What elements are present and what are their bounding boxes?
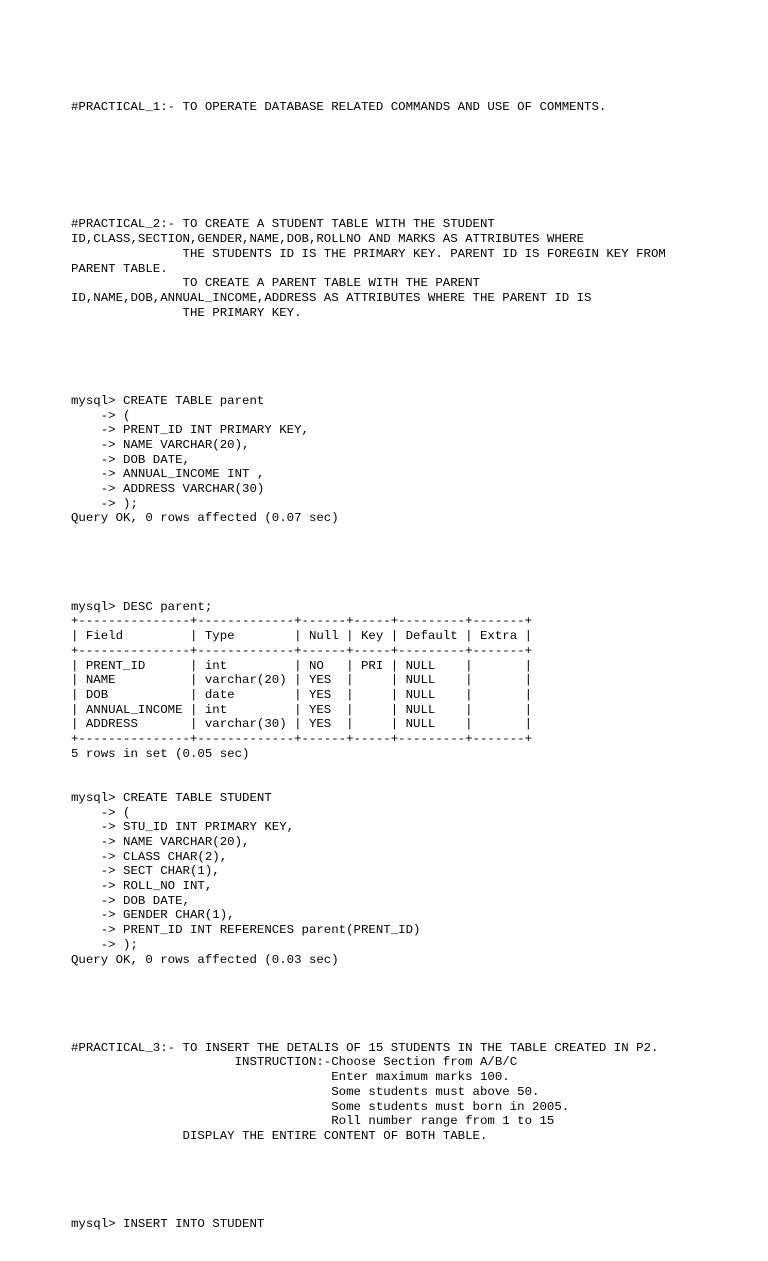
text-line: Query OK, 0 rows affected (0.07 sec) (71, 511, 339, 526)
text-line: PARENT TABLE. (71, 261, 168, 276)
blank-line (71, 1173, 666, 1188)
blank-line (71, 997, 666, 1012)
text-line: mysql> CREATE TABLE parent (71, 393, 265, 408)
text-line: ID,CLASS,SECTION,GENDER,NAME,DOB,ROLLNO AND MARKS AS ATTRIBUTES WHERE (71, 232, 585, 247)
text-line: Roll number range from 1 to 15 (71, 1114, 555, 1129)
text-line: THE PRIMARY KEY. (71, 305, 302, 320)
text-line: -> ); (71, 496, 138, 511)
create-student-query (71, 791, 666, 967)
text-line: -> NAME VARCHAR(20), (71, 437, 250, 452)
text-line: -> CLASS CHAR(2), (71, 849, 228, 864)
text-line: -> SECT CHAR(1), (71, 864, 220, 879)
text-line: -> STU_ID INT PRIMARY KEY, (71, 820, 295, 835)
text-line: -> NAME VARCHAR(20), (71, 834, 250, 849)
insert-student-query (71, 1217, 666, 1232)
text-line: DISPLAY THE ENTIRE CONTENT OF BOTH TABLE. (71, 1129, 488, 1143)
practical-3-heading (71, 1041, 666, 1144)
text-line: INSTRUCTION:-Choose Section from A/B/C (71, 1055, 518, 1070)
text-line: -> ROLL_NO INT, (71, 879, 213, 894)
text-line: Query OK, 0 rows affected (0.03 sec) (71, 952, 339, 967)
text-line: #PRACTICAL_2:- TO CREATE A STUDENT TABLE WITH THE STUDENT (71, 217, 495, 232)
text-line: +---------------+-------------+------+-----+---------+-------+ (71, 732, 533, 747)
practical-2-heading (71, 217, 666, 320)
blank-line (71, 350, 666, 365)
text-line: +---------------+-------------+------+-----+---------+-------+ (71, 643, 533, 658)
text-line: | DOB | date | YES | | NULL | | (71, 687, 533, 702)
text-line: mysql> DESC parent; (71, 599, 213, 614)
practical-1-heading: #PRACTICAL_1:- TO OPERATE DATABASE RELATED COMMANDS AND USE OF COMMENTS. (71, 100, 607, 115)
text-line: -> ); (71, 937, 138, 952)
text-line: | Field | Type | Null | Key | Default | Extra | (71, 629, 533, 644)
text-line: -> ANNUAL_INCOME INT , (71, 467, 265, 482)
text-line: | ANNUAL_INCOME | int | YES | | NULL | | (71, 702, 533, 717)
practical-2-and-3-content (71, 188, 666, 1261)
text-line: 5 rows in set (0.05 sec) (71, 746, 250, 761)
text-line: mysql> INSERT INTO STUDENT (71, 1217, 265, 1232)
text-line: -> ( (71, 408, 131, 423)
text-line: -> DOB DATE, (71, 893, 190, 908)
blank-line (71, 556, 666, 571)
text-line: | ADDRESS | varchar(30) | YES | | NULL | | (71, 717, 533, 732)
practical-1-section (71, 71, 606, 145)
text-line: Enter maximum marks 100. (71, 1070, 510, 1085)
text-line: -> GENDER CHAR(1), (71, 908, 235, 923)
text-line: -> PRENT_ID INT PRIMARY KEY, (71, 423, 309, 438)
text-line: #PRACTICAL_3:- TO INSERT THE DETALIS OF 15 STUDENTS IN THE TABLE CREATED IN P2. (71, 1040, 659, 1055)
text-line: | NAME | varchar(20) | YES | | NULL | | (71, 673, 533, 688)
text-line: -> DOB DATE, (71, 452, 190, 467)
text-line: -> PRENT_ID INT REFERENCES parent(PRENT_ID) (71, 923, 421, 938)
text-line: | PRENT_ID | int | NO | PRI | NULL | | (71, 658, 533, 673)
desc-parent-output (71, 600, 666, 762)
create-parent-query (71, 394, 666, 526)
text-line: TO CREATE A PARENT TABLE WITH THE PARENT (71, 276, 480, 291)
text-line: -> ADDRESS VARCHAR(30) (71, 482, 265, 497)
text-line: Some students must born in 2005. (71, 1099, 570, 1114)
text-line: mysql> CREATE TABLE STUDENT (71, 790, 272, 805)
text-line: THE STUDENTS ID IS THE PRIMARY KEY. PARENT ID IS FOREGIN KEY FROM (71, 246, 666, 261)
text-line: ID,NAME,DOB,ANNUAL_INCOME,ADDRESS AS ATTRIBUTES WHERE THE PARENT ID IS (71, 290, 592, 305)
text-line: -> ( (71, 805, 131, 820)
text-line: +---------------+-------------+------+-----+---------+-------+ (71, 614, 533, 629)
text-line: Some students must above 50. (71, 1084, 540, 1099)
